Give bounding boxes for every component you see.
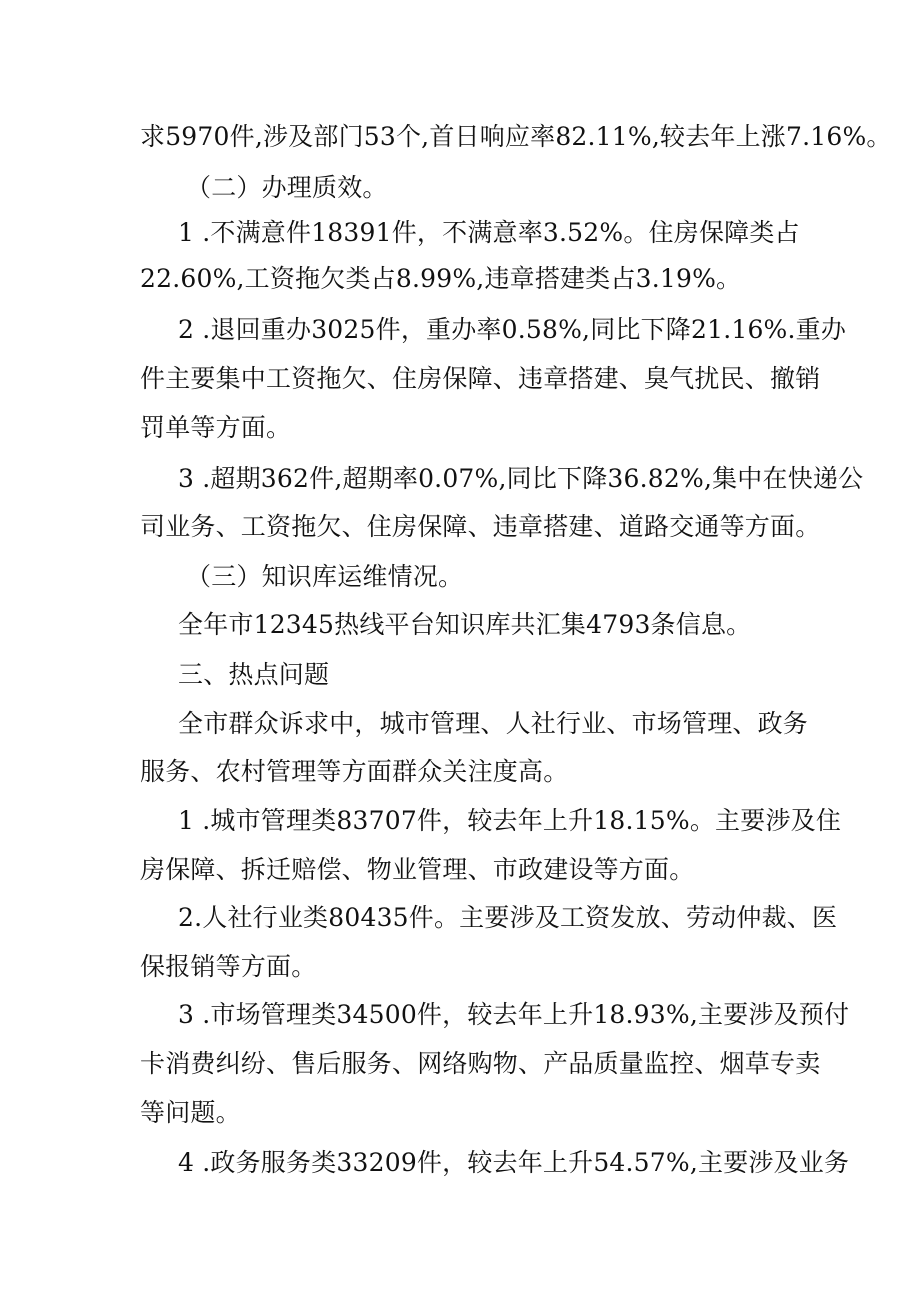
text-line: 卡消费纠纷、售后服务、网络购物、产品质量监控、烟草专卖: [140, 1049, 821, 1078]
text-line: 司业务、工资拖欠、住房保障、违章搭建、道路交通等方面。: [140, 512, 821, 541]
text-line: 房保障、拆迁赔偿、物业管理、市政建设等方面。: [140, 855, 695, 884]
text-line: 3 .超期362件,超期率0.07%,同比下降36.82%,集中在快递公: [178, 464, 864, 493]
text-line: 3 .市场管理类34500件，较去年上升18.93%,主要涉及预付: [178, 1000, 850, 1029]
text-line: 1 .城市管理类83707件，较去年上升18.15%。主要涉及住: [178, 806, 842, 835]
section-heading: （二）办理质效。: [186, 173, 388, 202]
text-line: 求5970件,涉及部门53个,首日响应率82.11%,较去年上涨7.16%。: [140, 122, 892, 151]
section-heading: 三、热点问题: [178, 660, 330, 689]
text-line: 22.60%,工资拖欠类占8.99%,违章搭建类占3.19%。: [140, 264, 742, 293]
text-line: 2.人社行业类80435件。主要涉及工资发放、劳动仲裁、医: [178, 903, 838, 932]
text-line: 1 .不满意件18391件，不满意率3.52%。住房保障类占: [178, 218, 800, 247]
text-line: 罚单等方面。: [140, 413, 292, 442]
text-line: 2 .退回重办3025件，重办率0.58%,同比下降21.16%.重办: [178, 315, 847, 344]
section-heading: （三）知识库运维情况。: [186, 562, 464, 591]
text-line: 全市群众诉求中，城市管理、人社行业、市场管理、政务: [178, 709, 809, 738]
text-line: 件主要集中工资拖欠、住房保障、违章搭建、臭气扰民、撤销: [140, 364, 821, 393]
text-line: 全年市12345热线平台知识库共汇集4793条信息。: [178, 610, 752, 639]
text-line: 4 .政务服务类33209件，较去年上升54.57%,主要涉及业务: [178, 1148, 850, 1177]
text-line: 保报销等方面。: [140, 952, 317, 981]
text-line: 服务、农村管理等方面群众关注度高。: [140, 757, 569, 786]
text-line: 等问题。: [140, 1098, 241, 1127]
